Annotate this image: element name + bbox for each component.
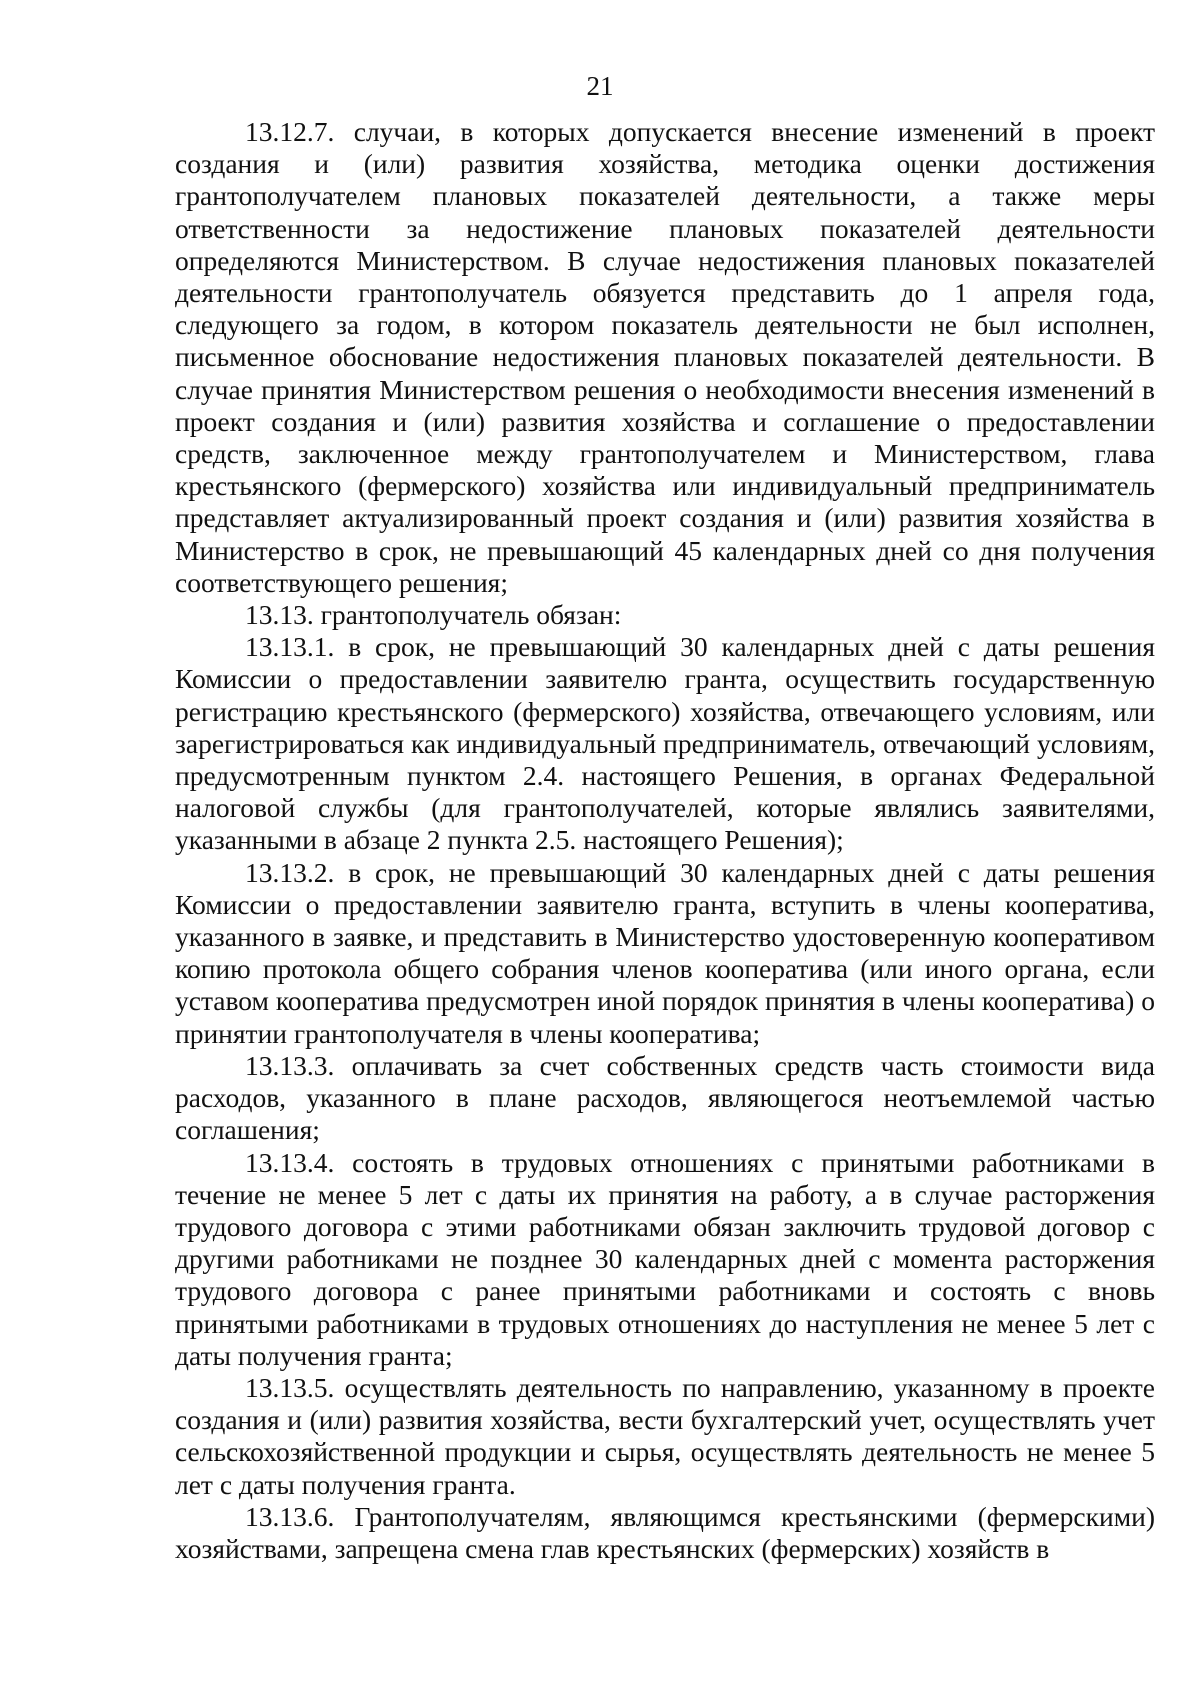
paragraph-13-13-1: 13.13.1. в срок, не превышающий 30 календарных дней с даты решения Комиссии о предоставлении заявителю гранта, осуществить государственную регистрацию крестьянского (фермерского) хозяйства, отвечающего условиям, или зарегистрироваться как индивидуальный предприниматель, отвечающий условиям, предусмотренным пунктом 2.4. настоящего Решения, в органах Федеральной налоговой службы (для грантополучателей, которые являлись заявителями, указанными в абзаце 2 пункта 2.5. настоящего Решения); [175,631,1155,856]
document-body [175,116,1155,1565]
paragraph-13-13-2: 13.13.2. в срок, не превышающий 30 календарных дней с даты решения Комиссии о предоставлении заявителю гранта, вступить в члены кооператива, указанного в заявке, и представить в Министерство удостоверенную кооперативом копию протокола общего собрания членов кооператива (или иного органа, если уставом кооператива предусмотрен иной порядок принятия в члены кооператива) о принятии грантополучателя в члены кооператива; [175,856,1155,1049]
paragraph-13-12-7: 13.12.7. случаи, в которых допускается внесение изменений в проект создания и (или) развития хозяйства, методика оценки достижения грантополучателем плановых показателей деятельности, а также меры ответственности за недостижение плановых показателей деятельности определяются Министерством. В случае недостижения плановых показателей деятельности грантополучатель обязуется представить до 1 апреля года, следующего за годом, в котором показатель деятельности не был исполнен, письменное обоснование недостижения плановых показателей деятельности. В случае принятия Министерством решения о необходимости внесения изменений в проект создания и (или) развития хозяйства и соглашение о предоставлении средств, заключенное между грантополучателем и Министерством, глава крестьянского (фермерского) хозяйства или индивидуальный предприниматель представляет актуализированный проект создания и (или) развития хозяйства в Министерство в срок, не превышающий 45 календарных дней со дня получения соответствующего решения; [175,116,1155,598]
paragraph-13-13-5: 13.13.5. осуществлять деятельность по направлению, указанному в проекте создания и (или) развития хозяйства, вести бухгалтерский учет, осуществлять учет сельскохозяйственной продукции и сырья, осуществлять деятельность не менее 5 лет с даты получения гранта. [175,1371,1155,1500]
paragraph-13-13-3: 13.13.3. оплачивать за счет собственных средств часть стоимости вида расходов, указанного в плане расходов, являющегося неотъемлемой частью соглашения; [175,1049,1155,1146]
paragraph-13-13-6: 13.13.6. Грантополучателям, являющимся крестьянскими (фермерскими) хозяйствами, запрещена смена глав крестьянских (фермерских) хозяйств в [175,1500,1155,1564]
paragraph-13-13: 13.13. грантополучатель обязан: [245,599,622,631]
paragraph-13-13-4: 13.13.4. состоять в трудовых отношениях с принятыми работниками в течение не менее 5 лет с даты их принятия на работу, а в случае расторжения трудового договора с этими работниками обязан заключить трудовой договор с другими работниками не позднее 30 календарных дней с момента расторжения трудового договора с ранее принятыми работниками и состоять с вновь принятыми работниками в трудовых отношениях до наступления не менее 5 лет с даты получения гранта; [175,1146,1155,1371]
page-number: 21 [586,71,614,101]
